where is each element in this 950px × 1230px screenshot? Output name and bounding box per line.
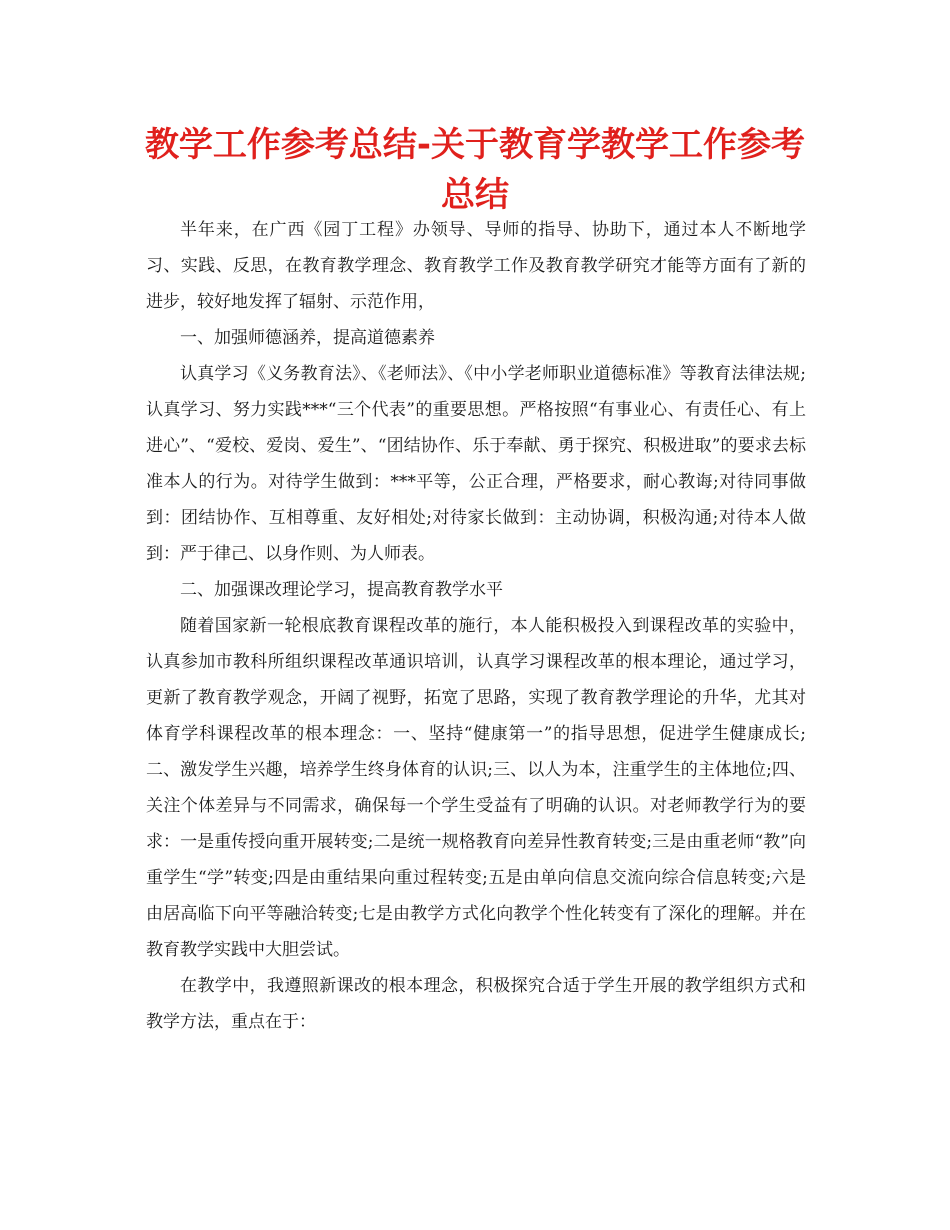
paragraph-curriculum-reform: 随着国家新一轮根底教育课程改革的施行，本人能积极投入到课程改革的实验中，认真参加市教科所组织课程改革通识培训，认真学习课程改革的根本理论，通过学习，更新了教育教学观念，开阔了视野，拓宽了思路，实现了教育教学理论的升华，尤其对体育学科课程改革的根本理念：一、坚持“健康第一”的指导思想，促进学生健康成长;二、激发学生兴趣，培养学生终身体育的认识;三、以人为本，注重学生的主体地位;四、关注个体差异与不同需求，确保每一个学生受益有了明确的认识。对老师教学行为的要求：一是重传授向重开展转变;二是统一规格教育向差异性教育转变;三是由重老师“教”向重学生“学”转变;四是由重结果向重过程转变;五是由单向信息交流向综合信息转变;六是由居高临下向平等融洽转变;七是由教学方式化向教学个性化转变有了深化的理解。并在教育教学实践中大胆尝试。: [146, 616, 806, 960]
document-body: [146, 212, 806, 1040]
paragraph-teaching-focus: 在教学中，我遵照新课改的根本理念，积极探究合适于学生开展的教学组织方式和教学方法，重点在于：: [146, 976, 806, 1032]
document-title: 教学工作参考总结-关于教育学教学工作参考总结: [144, 125, 806, 215]
section-heading-2: 二、加强课改理论学习，提高教育教学水平: [180, 580, 503, 600]
paragraph-ethics: 认真学习《义务教育法》、《老师法》、《中小学老师职业道德标准》等教育法律法规;认真学习、努力实践***“三个代表”的重要思想。严格按照“有事业心、有责任心、有上进心”、“爱校、爱岗、爱生”、“团结协作、乐于奉献、勇于探究、积极进取”的要求去标准本人的行为。对待学生做到：***平等，公正合理，严格要求，耐心教诲;对待同事做到：团结协作、互相尊重、友好相处;对待家长做到：主动协调，积极沟通;对待本人做到：严于律己、以身作则、为人师表。: [146, 364, 806, 564]
section-heading-1: 一、加强师德涵养，提高道德素养: [180, 328, 435, 348]
paragraph-intro: 半年来，在广西《园丁工程》办领导、导师的指导、协助下，通过本人不断地学习、实践、反思，在教育教学理念、教育教学工作及教育教学研究才能等方面有了新的进步，较好地发挥了辐射、示范作用，: [146, 220, 806, 312]
